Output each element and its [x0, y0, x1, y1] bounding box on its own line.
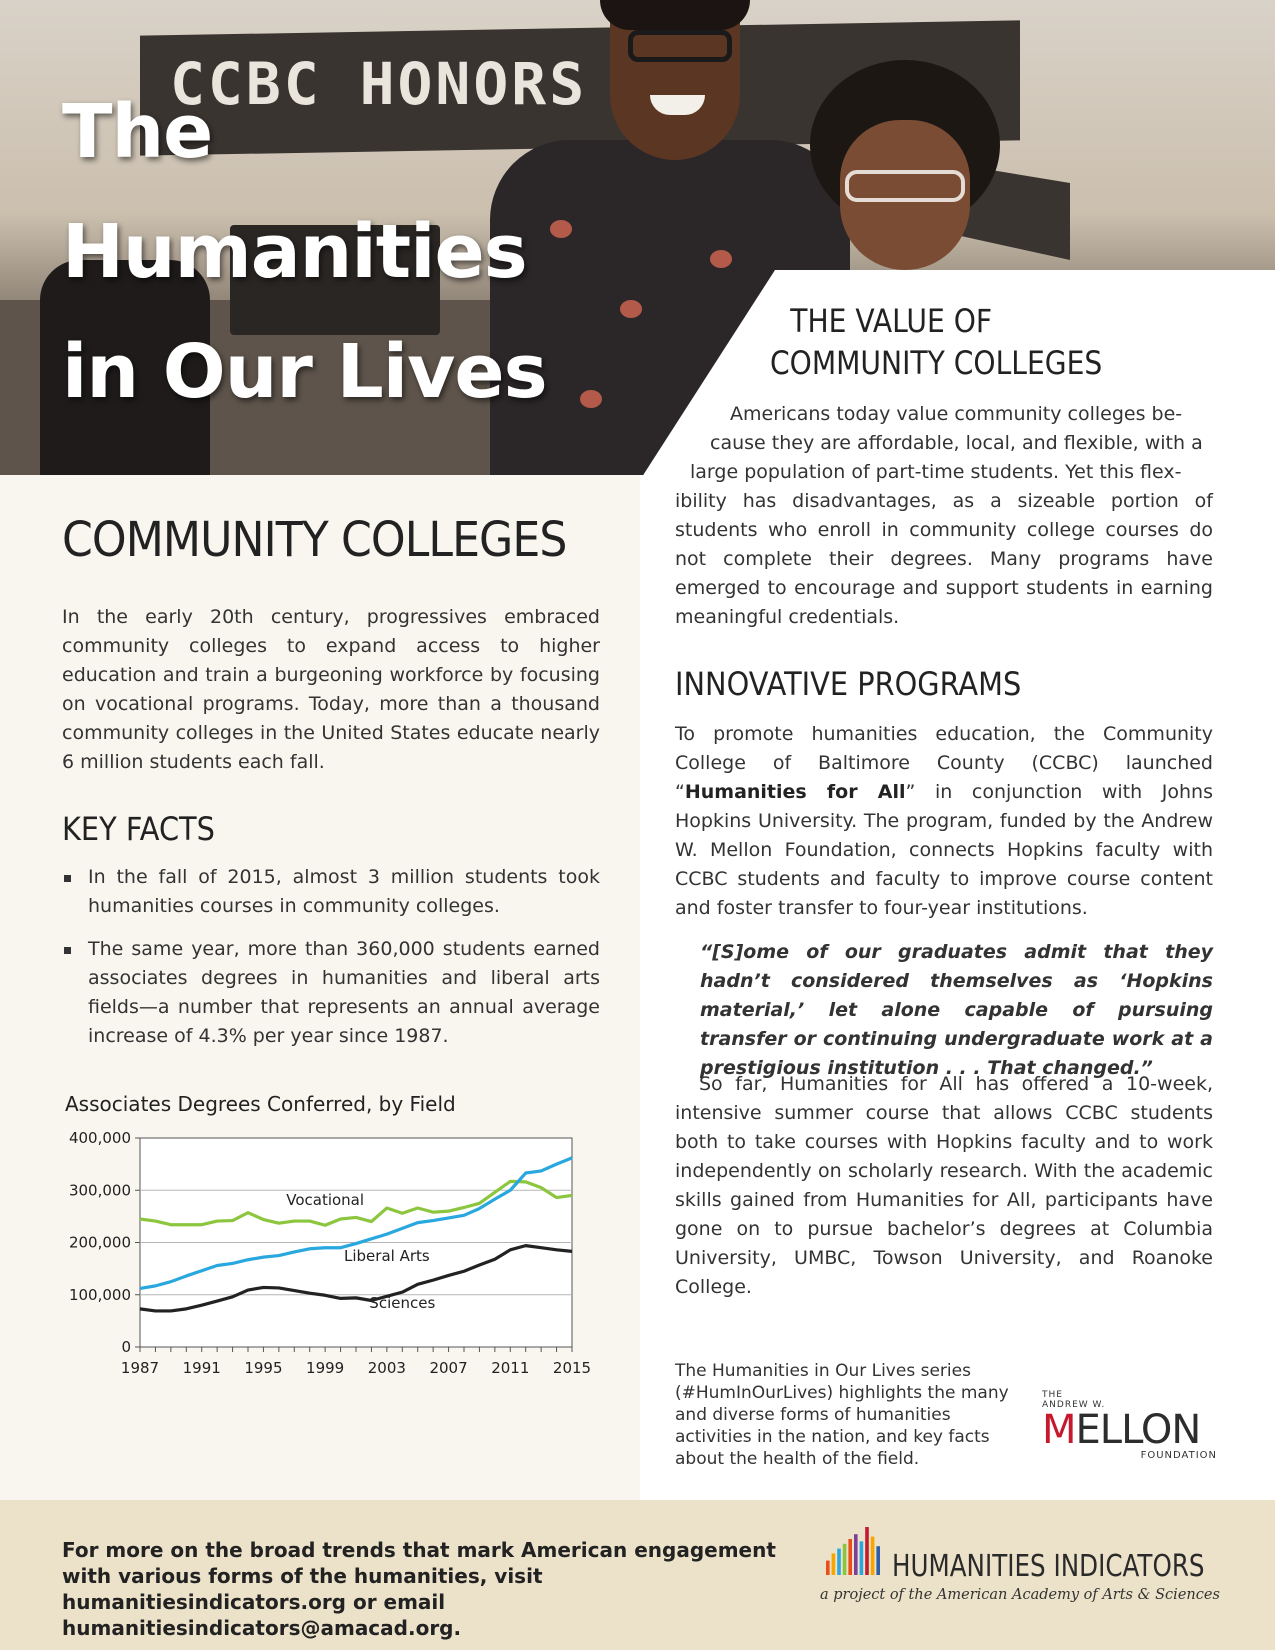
x-tick-label: 1991	[182, 1359, 221, 1377]
key-facts-heading: KEY FACTS	[62, 810, 215, 848]
logo-bar	[860, 1541, 864, 1575]
logo-bar	[848, 1539, 852, 1575]
x-tick-label: 1987	[120, 1359, 160, 1377]
y-tick-label: 100,000	[68, 1285, 131, 1304]
x-tick-label: 1995	[244, 1359, 283, 1377]
y-tick-label: 300,000	[68, 1181, 131, 1200]
banner-text: CCBC HONORS	[170, 50, 588, 118]
series-note: The Humanities in Our Lives series (#HumInOurLives) highlights the many and diverse forms of humanities activities in the nation, and key facts about the health of the field.	[675, 1361, 1009, 1469]
community-colleges-heading: COMMUNITY COLLEGES	[62, 512, 567, 568]
x-tick-label: 1999	[306, 1359, 345, 1377]
y-tick-label: 0	[121, 1338, 131, 1356]
logo-bar	[826, 1561, 830, 1575]
community-colleges-intro: In the early 20th century, progressives embraced community colleges to expand access to higher education and train a burgeoning workforce by focusing on vocational programs. Today, more than a thousand community colleges in the United States educate nearly 6 million students each fall.	[62, 606, 600, 773]
series-label: Liberal Arts	[344, 1246, 430, 1265]
key-facts-list	[62, 863, 600, 1065]
y-tick-label: 400,000	[68, 1129, 131, 1147]
pull-quote: “[S]ome of our graduates admit that they hadn’t considered themselves as ‘Hopkins material,’ let alone capable of pursuing transfer or continuing undergraduate work at a prestigious institution . . . That changed.”	[700, 941, 1213, 1079]
innovative-programs-heading: INNOVATIVE PROGRAMS	[675, 665, 1022, 703]
x-tick-label: 2015	[552, 1359, 592, 1377]
bar-mark-icon	[826, 1525, 886, 1577]
footer-text: For more on the broad trends that mark American engagement with various forms of the humanities, visit humanitiesindicators.org or email humanitiesindicators@amacad.org.	[62, 1538, 776, 1640]
x-tick-label: 2011	[491, 1359, 530, 1377]
mellon-foundation-logo: THE ANDREW W. MELLON FOUNDATION	[1042, 1390, 1217, 1461]
series-label: Sciences	[369, 1293, 436, 1312]
innovative-programs-body: To promote humanities education, the Community College of Baltimore County (CCBC) launched “Humanities for All” in conjunction with Johns Hopkins University. The program, funded by the Andrew W. Mellon Foundation, connects Hopkins faculty with CCBC students and faculty to improve course content and foster transfer to four-year institutions.	[675, 723, 1213, 919]
chart-title: Associates Degrees Conferred, by Field	[65, 1092, 456, 1116]
x-tick-label: 2003	[367, 1359, 406, 1377]
series-label: Vocational	[286, 1190, 365, 1209]
page-title: The Humanities in Our Lives	[62, 89, 547, 415]
logo-name: HUMANITIES INDICATORS	[892, 1549, 1205, 1584]
logo-bar	[865, 1527, 869, 1575]
degrees-line-chart	[55, 1125, 615, 1390]
list-item: In the fall of 2015, almost 3 million students took humanities courses in community colleges.	[62, 863, 600, 921]
humanities-indicators-logo	[820, 1525, 1220, 1605]
logo-bar	[837, 1549, 841, 1575]
value-body: Americans today value community colleges be- cause they are affordable, local, and flexible, with a large population of part-time students. Yet this flex- ibility has disadvantages, as a sizeable portion of students who enroll in community college courses do not complete their degrees. Many programs have emerged to encourage and support students in earning meaningful credentials.	[675, 403, 1213, 628]
logo-bar	[871, 1537, 875, 1575]
y-tick-label: 200,000	[68, 1233, 131, 1252]
logo-bar	[854, 1534, 858, 1575]
logo-bar	[843, 1544, 847, 1575]
logo-tagline: a project of the American Academy of Arts & Sciences	[820, 1587, 1220, 1603]
logo-bar	[876, 1546, 880, 1575]
x-tick-label: 2007	[429, 1359, 468, 1377]
innovative-programs-body-2: So far, Humanities for All has offered a 10-week, intensive summer course that allows CCBC students both to take courses with Hopkins faculty and to work independently on scholarly research. With the academic skills gained from Humanities for All, participants have gone on to pursue bachelor’s degrees at Columbia University, UMBC, Towson University, and Roanoke College.	[675, 1073, 1213, 1298]
list-item: The same year, more than 360,000 students earned associates degrees in humanities and liberal arts fields—a number that represents an annual average increase of 4.3% per year since 1987.	[62, 935, 600, 1051]
value-heading: THE VALUE OF COMMUNITY COLLEGES	[770, 302, 1103, 382]
logo-bar	[832, 1553, 836, 1575]
